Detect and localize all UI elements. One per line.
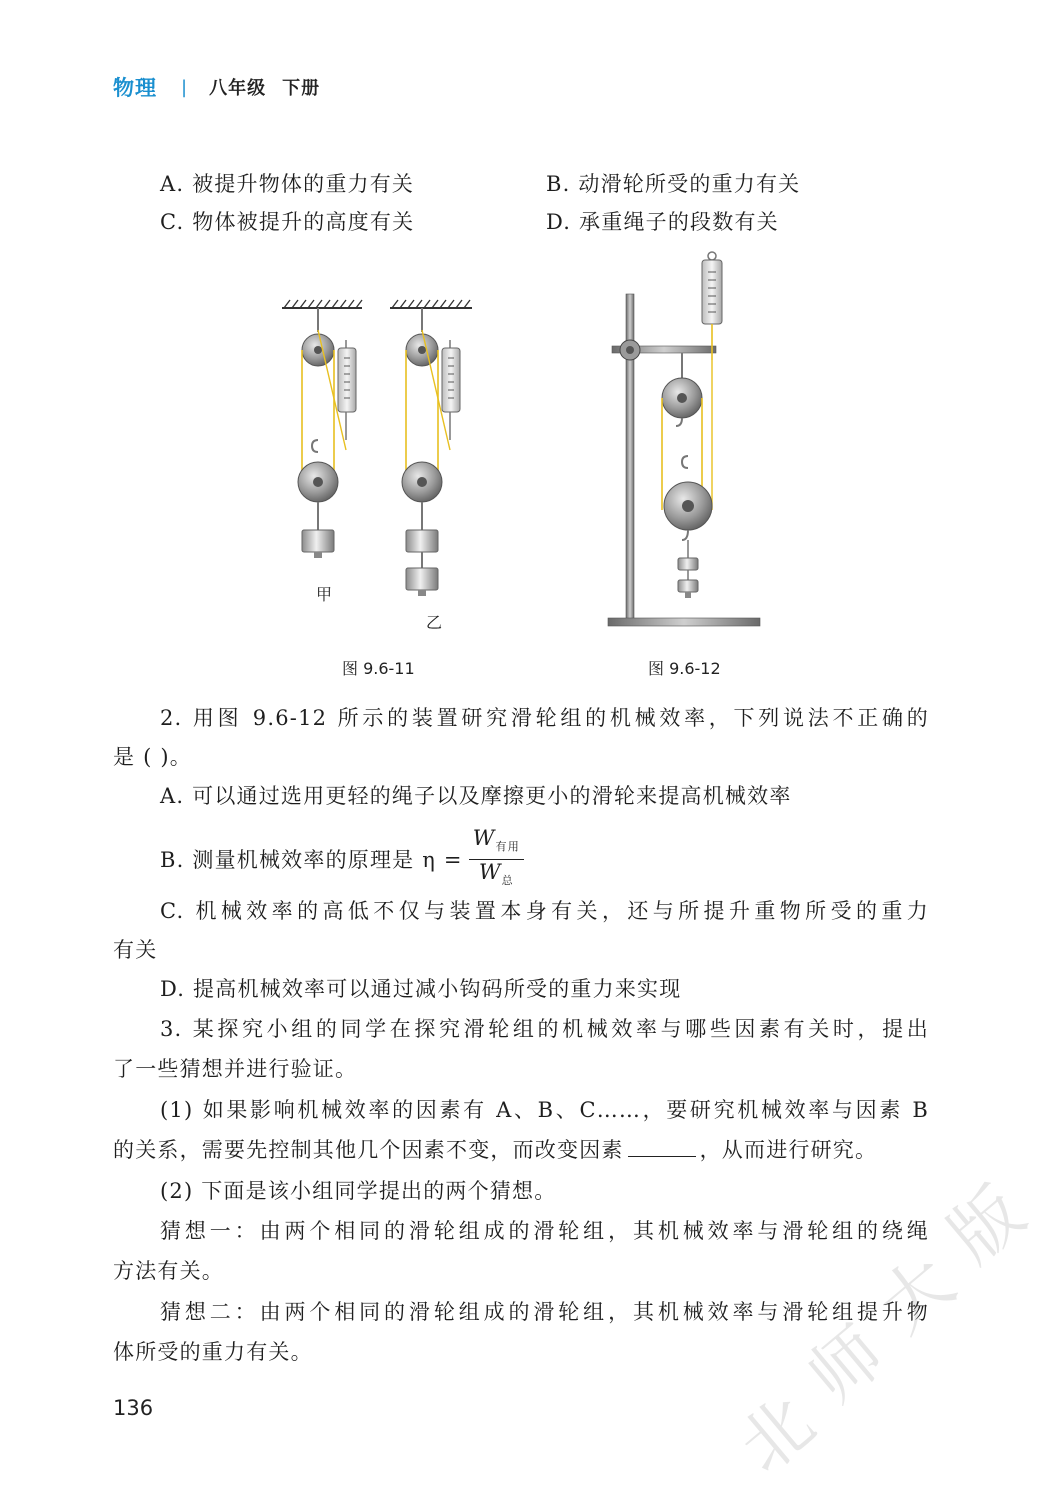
figure-9-6-11 — [270, 290, 490, 630]
publisher-watermark — [723, 1150, 1040, 1489]
q2-option-b-text: B. 测量机械效率的原理是 η = — [160, 847, 463, 872]
subject-title: 物理 — [113, 76, 157, 100]
q1-option-a: A. 被提升物体的重力有关 — [160, 172, 415, 196]
figure-caption-9-6-12: 图 9.6-12 — [648, 659, 721, 678]
header-separator: | — [181, 76, 188, 98]
q2-option-d: D. 提高机械效率可以通过减小钩码所受的重力来实现 — [160, 977, 682, 1001]
q3-part1-line1: (1) 如果影响机械效率的因素有 A、B、C……，要研究机械效率与因素 B — [160, 1098, 929, 1122]
grade-label: 八年级 — [209, 78, 267, 99]
running-header — [113, 72, 320, 102]
watermark-char-3: 大 — [863, 1240, 970, 1349]
formula-denominator: $W_总$ — [478, 860, 514, 888]
guess2-line2: 体所受的重力有关。 — [113, 1340, 313, 1364]
formula-numerator: $W_{有用}$ — [469, 826, 524, 860]
ceiling-hatch-b — [390, 300, 472, 308]
q3-stem-line2: 了一些猜想并进行验证。 — [113, 1057, 358, 1081]
q3-stem-line1: 3. 某探究小组的同学在探究滑轮组的机械效率与哪些因素有关时，提出 — [160, 1017, 929, 1041]
q2-option-c-line1: C. 机械效率的高低不仅与装置本身有关，还与所提升重物所受的重力 — [160, 899, 929, 923]
watermark-char-2: 师 — [793, 1310, 900, 1419]
q2-stem-line2: 是 ( )。 — [113, 745, 192, 769]
q1-option-c: C. 物体被提升的高度有关 — [160, 210, 415, 234]
figure-9-6-12 — [604, 250, 766, 634]
q3-part1-line2-a: 的关系，需要先控制其他几个因素不变，而改变因素 — [113, 1138, 624, 1162]
guess1-line2: 方法有关。 — [113, 1259, 224, 1283]
volume-label: 下册 — [282, 78, 321, 99]
q1-option-b: B. 动滑轮所受的重力有关 — [546, 172, 801, 196]
answer-blank — [628, 1136, 696, 1157]
page-number: 136 — [113, 1396, 154, 1420]
figure-label-jia: 甲 — [316, 585, 333, 604]
pulley-system-a — [298, 308, 356, 558]
spring-scale — [702, 252, 722, 360]
figure-label-yi: 乙 — [426, 613, 443, 632]
pulley-system-b — [402, 308, 460, 596]
guess1-line1: 猜想一：由两个相同的滑轮组成的滑轮组，其机械效率与滑轮组的绕绳 — [160, 1219, 929, 1243]
q1-option-d: D. 承重绳子的段数有关 — [546, 210, 779, 234]
q3-part1-line2-b: ，从而进行研究。 — [699, 1138, 878, 1162]
q2-option-b — [160, 826, 524, 893]
q2-option-a: A. 可以通过选用更轻的绳子以及摩擦更小的滑轮来提高机械效率 — [160, 784, 792, 808]
q2-option-c-line2: 有关 — [113, 938, 158, 962]
guess2-line1: 猜想二：由两个相同的滑轮组成的滑轮组，其机械效率与滑轮组提升物 — [160, 1300, 929, 1324]
q2-stem-line1: 2. 用图 9.6-12 所示的装置研究滑轮组的机械效率，下列说法不正确的 — [160, 706, 929, 730]
efficiency-formula — [469, 826, 524, 893]
ceiling-hatch-a — [282, 300, 362, 308]
stand-base — [608, 618, 760, 626]
figure-caption-9-6-11: 图 9.6-11 — [342, 659, 415, 678]
watermark-char-1: 北 — [723, 1380, 830, 1489]
q3-part2: (2) 下面是该小组同学提出的两个猜想。 — [160, 1179, 557, 1203]
watermark-char-4: 版 — [933, 1170, 1040, 1279]
